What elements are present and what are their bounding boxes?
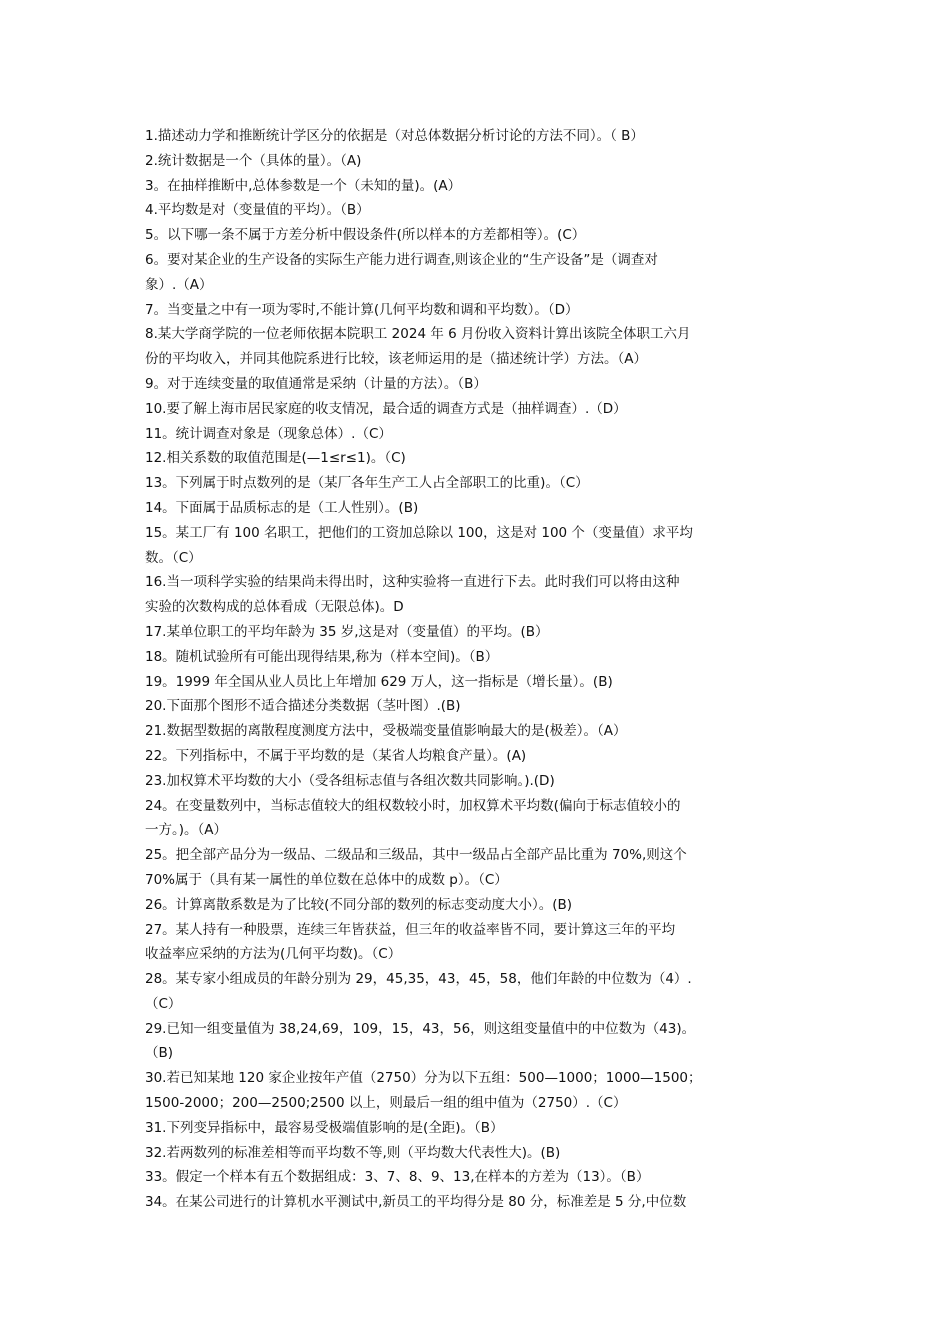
text-line: 1500-2000；200—2500;2500 以上，则最后一组的组中值为（2750）.（C） — [145, 1095, 627, 1112]
text-line: 33。假定一个样本有五个数据组成：3、7、8、9、13,在样本的方差为（13）。（B） — [145, 1169, 650, 1186]
text-line: 20.下面那个图形不适合描述分类数据（茎叶图）.(B) — [145, 698, 461, 715]
text-line: 24。在变量数列中，当标志值较大的组权数较小时，加权算术平均数(偏向于标志值较小的 — [145, 797, 681, 814]
text-line: 16.当一项科学实验的结果尚未得出时，这种实验将一直进行下去。此时我们可以将由这种 — [145, 574, 680, 591]
text-line: 3。在抽样推断中,总体参数是一个（未知的量)。(A） — [145, 177, 462, 194]
text-line: 13。下列属于时点数列的是（某厂各年生产工人占全部职工的比重)。（C） — [145, 475, 589, 492]
text-line: 18。随机试验所有可能出现得结果,称为（样本空间)。（B） — [145, 648, 499, 665]
text-line: 收益率应采纳的方法为(几何平均数)。（C） — [145, 946, 402, 963]
text-line: 1.描述动力学和推断统计学区分的依据是（对总体数据分析讨论的方法不同）。（ B） — [145, 128, 644, 144]
text-line: 23.加权算术平均数的大小（受各组标志值与各组次数共同影响。).(D) — [145, 772, 555, 789]
text-line: 31.下列变异指标中，最容易受极端值影响的是(全距)。（B） — [145, 1119, 504, 1136]
text-line: 19。1999 年全国从业人员比上年增加 629 万人，这一指标是（增长量）。(B) — [145, 673, 613, 690]
text-line: 2.统计数据是一个（具体的量）。（A) — [145, 152, 362, 169]
text-line: 15。某工厂有 100 名职工，把他们的工资加总除以 100，这是对 100 个（变量值）求平均 — [145, 524, 693, 541]
text-line: 7。当变量之中有一项为零时,不能计算(几何平均数和调和平均数）。（D） — [145, 301, 579, 318]
text-line: 11。统计调查对象是（现象总体）.（C） — [145, 425, 392, 442]
text-line: 17.某单位职工的平均年龄为 35 岁,这是对（变量值）的平均。(B） — [145, 623, 549, 640]
text-line: 4.平均数是对（变量值的平均）。（B） — [145, 202, 370, 219]
text-line: 一方。)。（A） — [145, 822, 228, 839]
text-line: 28。某专家小组成员的年龄分别为 29，45,35，43，45，58，他们年龄的中位数为（4）. — [145, 971, 692, 988]
text-line: 34。在某公司进行的计算机水平测试中,新员工的平均得分是 80 分，标准差是 5 分,中位数 — [145, 1194, 687, 1211]
text-line: 29.已知一组变量值为 38,24,69，109，15，43，56，则这组变量值中的中位数为（43)。 — [145, 1020, 696, 1037]
text-line: 26。计算离散系数是为了比较(不同分部的数列的标志变动度大小）。(B) — [145, 896, 572, 913]
text-line: 27。某人持有一种股票，连续三年皆获益，但三年的收益率皆不同，要计算这三年的平均 — [145, 921, 676, 938]
text-line: 数。（C） — [145, 549, 202, 566]
text-line: 6。要对某企业的生产设备的实际生产能力进行调查,则该企业的“生产设备”是（调查对 — [145, 251, 658, 268]
text-line: 25。把全部产品分为一级品、二级品和三级品，其中一级品占全部产品比重为 70%,则这个 — [145, 847, 687, 864]
text-line: 32.若两数列的标准差相等而平均数不等,则（平均数大代表性大)。(B) — [145, 1144, 561, 1161]
document-page — [145, 124, 810, 1215]
text-line: （C） — [145, 995, 182, 1012]
text-line: 21.数据型数据的离散程度测度方法中，受极端变量值影响最大的是(极差）。（A） — [145, 723, 627, 740]
text-line: 12.相关系数的取值范围是(—1≤r≤1)。（C) — [145, 450, 406, 467]
text-line: 份的平均收入，并同其他院系进行比较，该老师运用的是（描述统计学）方法。（A） — [145, 351, 647, 368]
text-line: 5。以下哪一条不属于方差分析中假设条件(所以样本的方差都相等）。(C） — [145, 227, 586, 244]
text-line: 8.某大学商学院的一位老师依据本院职工 2024 年 6 月份收入资料计算出该院全体职工六月 — [145, 326, 691, 343]
text-line: 30.若已知某地 120 家企业按年产值（2750）分为以下五组：500—1000；1000—1500； — [145, 1070, 702, 1087]
text-line: 10.要了解上海市居民家庭的收支情况，最合适的调查方式是（抽样调查）.（D） — [145, 400, 627, 417]
text-line: （B) — [145, 1045, 174, 1062]
text-line: 70%属于（具有某一属性的单位数在总体中的成数 p）。（C） — [145, 871, 508, 888]
text-line: 22。下列指标中，不属于平均数的是（某省人均粮食产量）。(A) — [145, 747, 527, 764]
text-line: 14。下面属于品质标志的是（工人性别）。(B) — [145, 499, 419, 516]
text-line: 象）.（A） — [145, 276, 213, 293]
text-line: 9。对于连续变量的取值通常是采纳（计量的方法）。（B） — [145, 375, 487, 392]
text-line: 实验的次数构成的总体看成（无限总体)。D — [145, 599, 404, 616]
